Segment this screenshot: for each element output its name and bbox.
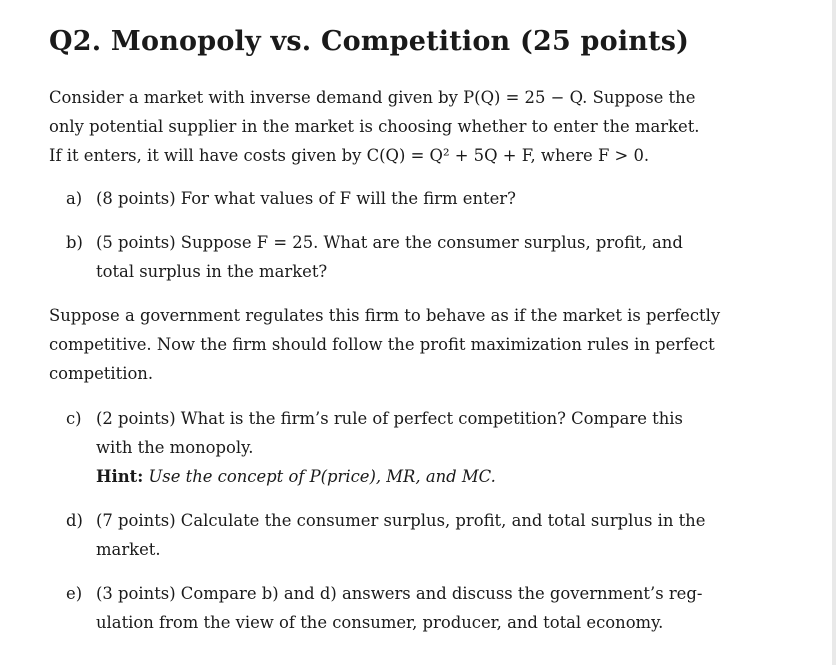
- middle-line: competitive. Now the firm should follow the profit maximization rules in perfect: [49, 335, 715, 354]
- item-marker: e): [66, 584, 83, 603]
- page-edge-divider: [832, 0, 836, 665]
- item-line: (8 points) For what values of F will the firm enter?: [96, 189, 516, 208]
- item-line: (2 points) What is the firm’s rule of perfect competition? Compare this: [96, 409, 683, 428]
- middle-line: Suppose a government regulates this firm to behave as if the market is perfectly: [49, 306, 721, 325]
- middle-line: competition.: [49, 364, 154, 383]
- item-marker: d): [66, 511, 83, 530]
- question-item-a: [66, 184, 706, 213]
- item-marker: b): [66, 233, 83, 252]
- intro-line: If it enters, it will have costs given by C(Q) = Q² + 5Q + F, where F > 0.: [49, 146, 650, 165]
- question-item-c: [66, 404, 706, 491]
- item-marker: a): [66, 189, 83, 208]
- intro-line: Consider a market with inverse demand given by P(Q) = 25 − Q. Suppose the: [49, 88, 696, 107]
- item-line: with the monopoly.: [96, 438, 254, 457]
- question-item-b: [66, 228, 706, 286]
- item-marker: c): [66, 409, 82, 428]
- item-line: (7 points) Calculate the consumer surplus, profit, and total surplus in the: [96, 511, 706, 530]
- question-item-e: [66, 579, 706, 637]
- item-line: total surplus in the market?: [96, 262, 328, 281]
- question-item-d: [66, 506, 706, 564]
- intro-paragraph: [49, 83, 699, 170]
- item-line: (3 points) Compare b) and d) answers and discuss the government’s reg-: [96, 584, 703, 603]
- item-line: ulation from the view of the consumer, producer, and total economy.: [96, 613, 664, 632]
- intro-line: only potential supplier in the market is choosing whether to enter the market.: [49, 117, 700, 136]
- middle-paragraph: [49, 301, 721, 388]
- hint-text: Use the concept of P(price), MR, and MC.: [148, 467, 496, 486]
- hint-label: Hint:: [96, 467, 144, 486]
- item-line: (5 points) Suppose F = 25. What are the consumer surplus, profit, and: [96, 233, 683, 252]
- question-title: Q2. Monopoly vs. Competition (25 points): [49, 26, 690, 57]
- item-line: market.: [96, 540, 161, 559]
- hint-line: [96, 462, 706, 491]
